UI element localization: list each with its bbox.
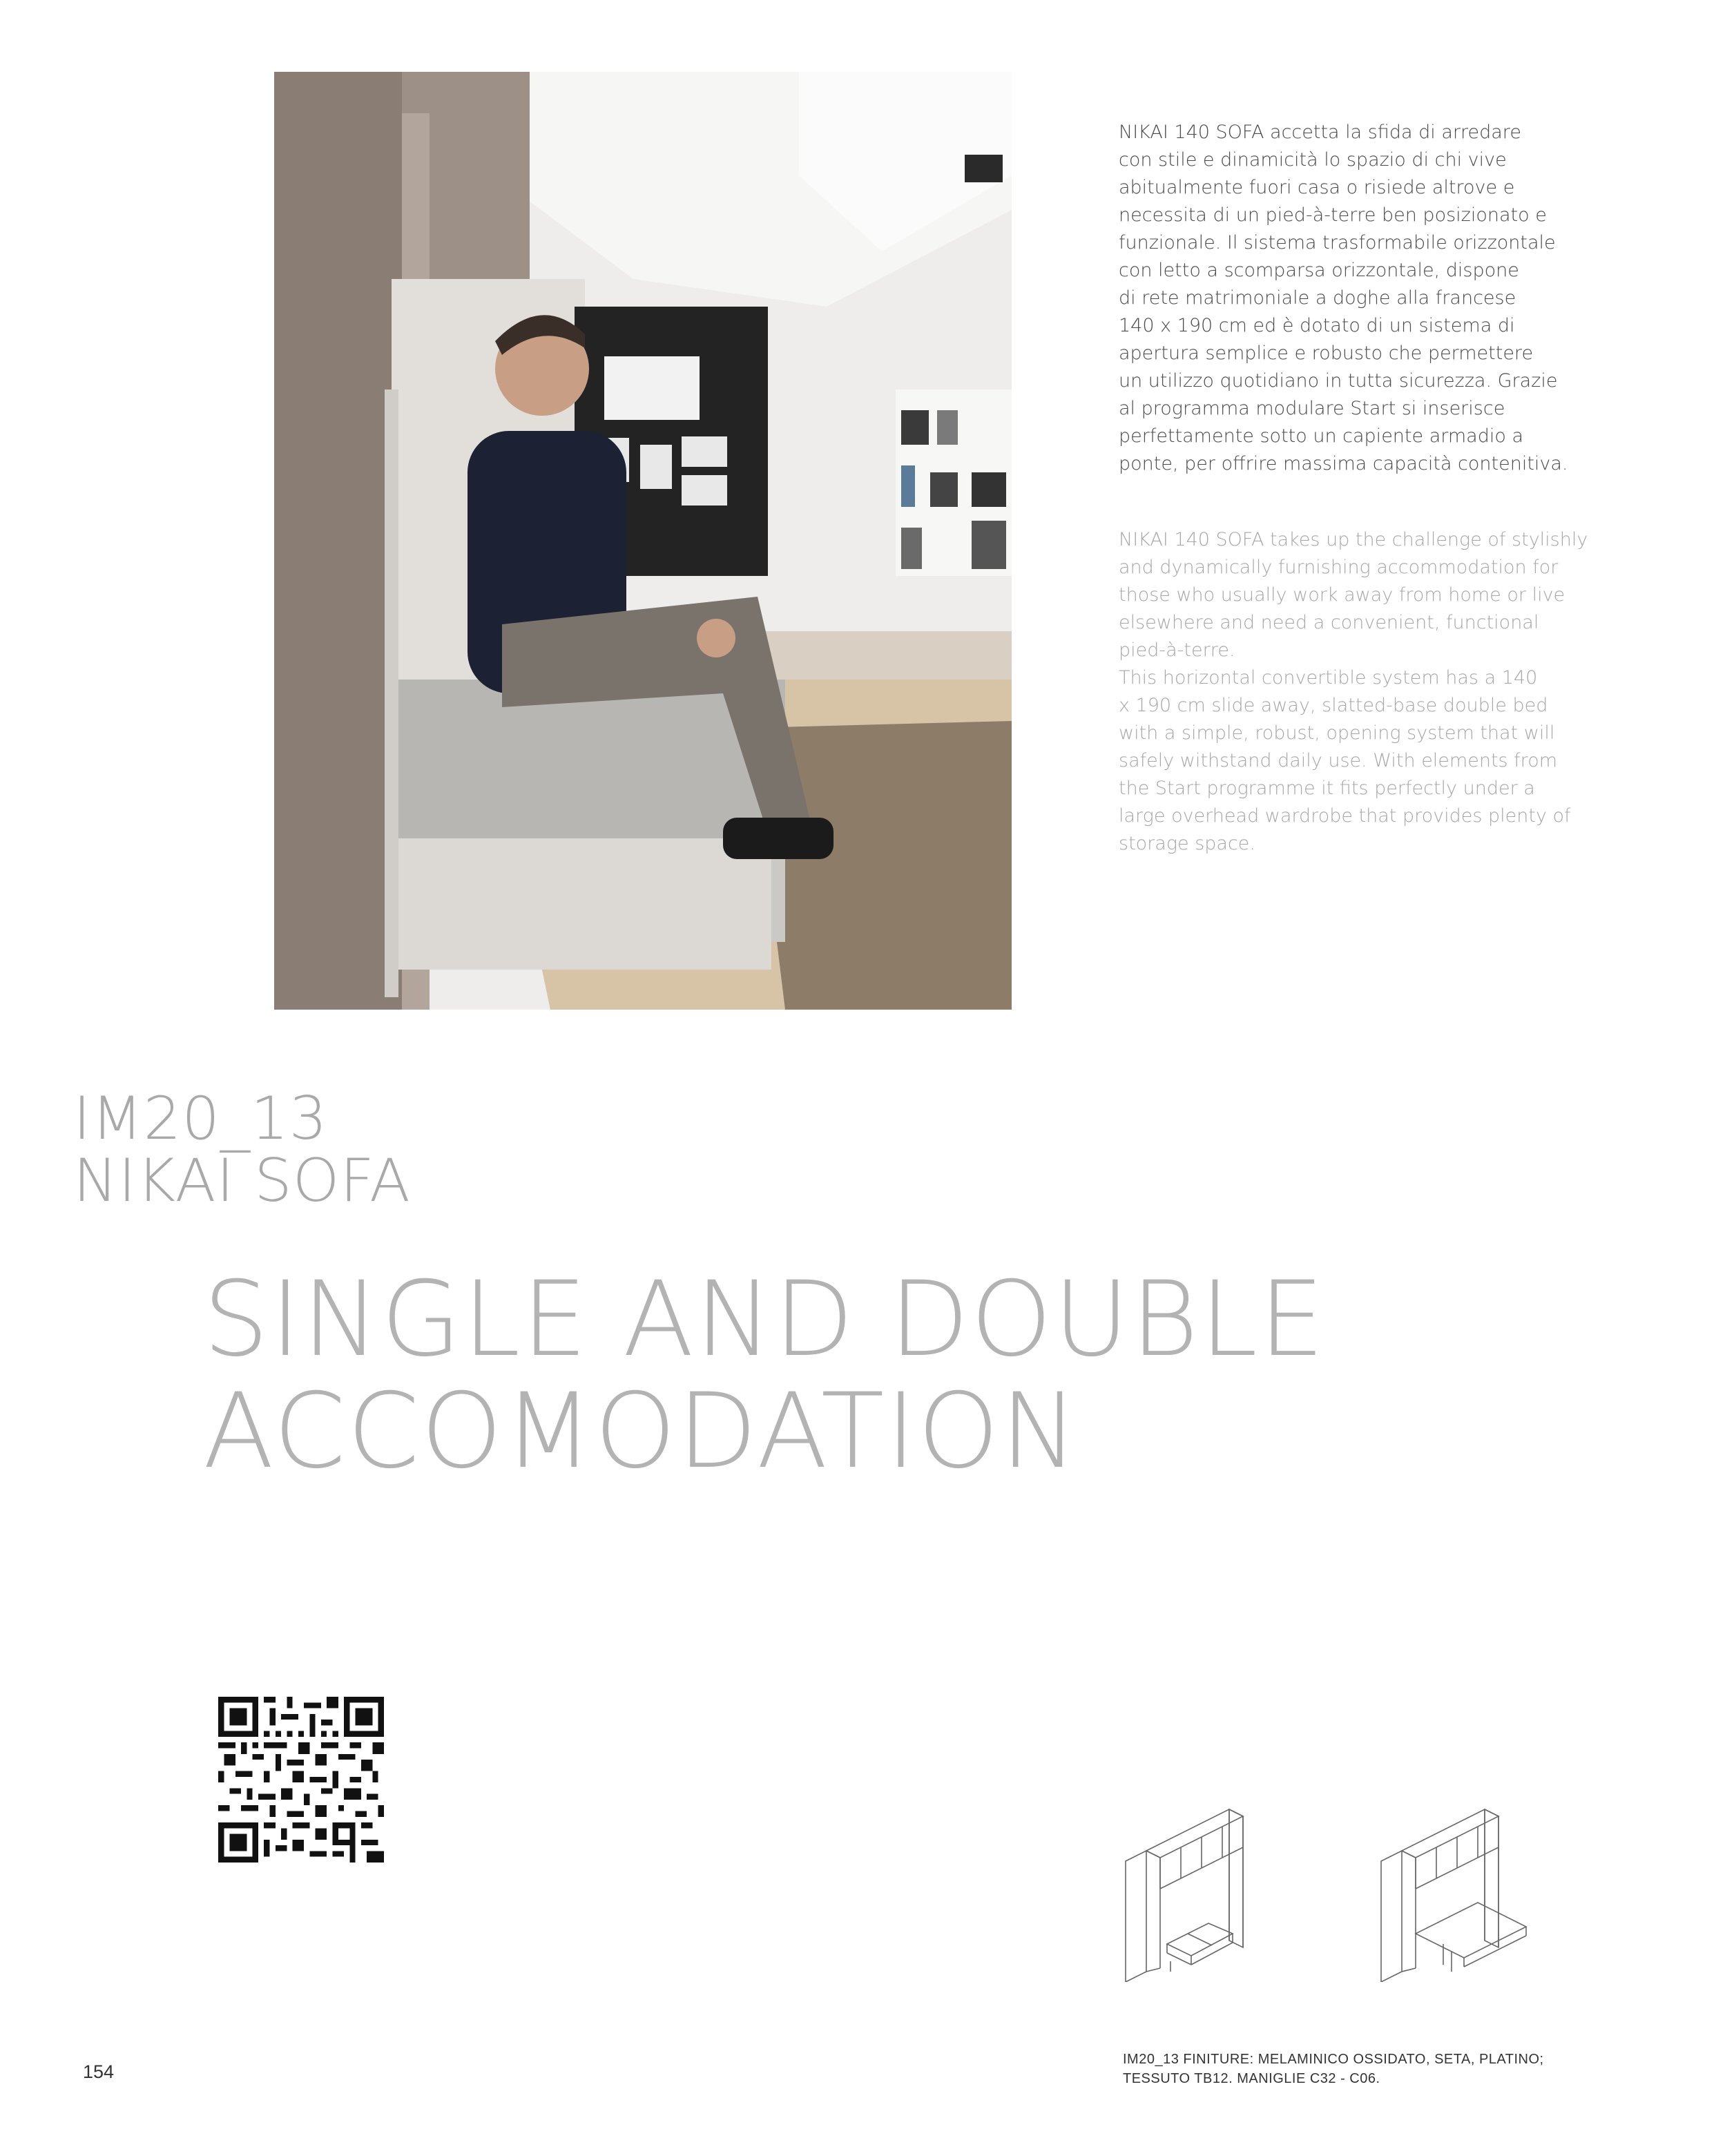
text-line: with a simple, robust, opening system that will bbox=[1119, 722, 1555, 744]
text-line: al programma modulare Start si inserisce bbox=[1119, 398, 1505, 419]
text-line: con letto a scomparsa orizzontale, dispone bbox=[1119, 260, 1519, 281]
page-headline bbox=[203, 1260, 1326, 1492]
text-line: perfettamente sotto un capiente armadio a bbox=[1119, 425, 1523, 447]
sofa-configuration-diagram bbox=[1119, 1796, 1257, 1982]
product-code: IM20_13 bbox=[73, 1084, 328, 1153]
text-line: those who usually work away from home or live bbox=[1119, 584, 1565, 606]
text-line: elsewhere and need a convenient, functional bbox=[1119, 612, 1539, 633]
text-line: pied-à-terre. bbox=[1119, 639, 1235, 661]
bed-configuration-diagram bbox=[1374, 1796, 1540, 1982]
text-line: safely withstand daily use. With elements from bbox=[1119, 750, 1558, 771]
product-title bbox=[73, 1084, 411, 1215]
headline-line-1: SINGLE AND DOUBLE bbox=[203, 1260, 1326, 1380]
text-line: funzionale. Il sistema trasformabile orizzontale bbox=[1119, 232, 1556, 253]
qr-code-icon bbox=[218, 1697, 384, 1863]
text-line: 140 x 190 cm ed è dotato di un sistema di bbox=[1119, 315, 1515, 336]
product-name: NIKAI SOFA bbox=[73, 1146, 411, 1215]
finishes-caption bbox=[1123, 2050, 1606, 2088]
headline-line-2: ACCOMODATION bbox=[203, 1371, 1079, 1492]
qr-code[interactable] bbox=[218, 1697, 384, 1863]
text-line: ponte, per offrire massima capacità contenitiva. bbox=[1119, 453, 1568, 474]
text-line: storage space. bbox=[1119, 833, 1256, 854]
text-line: NIKAI 140 SOFA takes up the challenge of stylishly bbox=[1119, 529, 1588, 550]
text-line: the Start programme it fits perfectly under a bbox=[1119, 778, 1535, 799]
caption-line-1: IM20_13 FINITURE: MELAMINICO OSSIDATO, SETA, PLATINO; bbox=[1123, 2052, 1544, 2067]
description-italian bbox=[1119, 119, 1616, 478]
text-line: un utilizzo quotidiano in tutta sicurezza. Grazie bbox=[1119, 370, 1558, 392]
text-line: large overhead wardrobe that provides plenty of bbox=[1119, 805, 1571, 827]
bed-diagram-icon bbox=[1374, 1796, 1540, 1982]
sofa-diagram-icon bbox=[1119, 1796, 1257, 1982]
text-line: di rete matrimoniale a doghe alla francese bbox=[1119, 287, 1516, 309]
text-line: NIKAI 140 SOFA accetta la sfida di arredare bbox=[1119, 122, 1521, 143]
text-line: necessita di un pied-à-terre ben posizionato e bbox=[1119, 204, 1547, 226]
text-line: apertura semplice e robusto che permettere bbox=[1119, 343, 1534, 364]
text-line: This horizontal convertible system has a 140 bbox=[1119, 667, 1538, 689]
text-line: abitualmente fuori casa o risiede altrove e bbox=[1119, 177, 1515, 198]
text-line: con stile e dinamicità lo spazio di chi vive bbox=[1119, 149, 1507, 171]
product-photo bbox=[274, 72, 1012, 1010]
description-english bbox=[1119, 526, 1616, 858]
page-number: 154 bbox=[83, 2061, 115, 2082]
text-line: and dynamically furnishing accommodation for bbox=[1119, 557, 1559, 578]
caption-line-2: TESSUTO TB12. MANIGLIE C32 - C06. bbox=[1123, 2071, 1380, 2086]
text-line: x 190 cm slide away, slatted-base double bed bbox=[1119, 695, 1548, 716]
interior-photo-icon bbox=[274, 72, 1012, 1010]
